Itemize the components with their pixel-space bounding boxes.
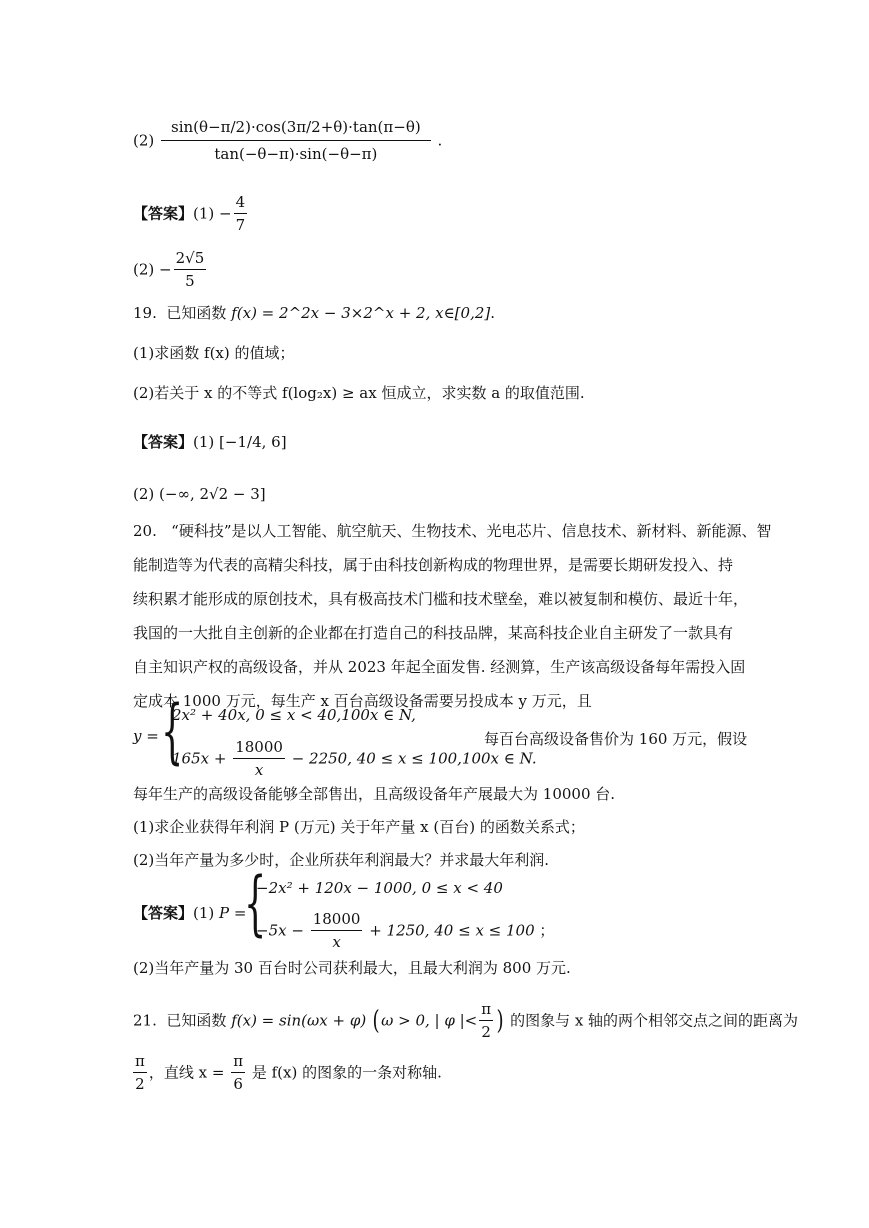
answer18-part2-sign: − [159,260,172,279]
answer18-part1-label: (1) [193,204,215,223]
answer20-piece2: −5x − $\frac{18000}{x}$ + 1250, 40 ≤ x ≤ 100 ； [256,910,555,951]
answer-tag: 【答案】 [133,433,194,451]
answer18-part2-den: 5 [185,272,195,290]
answer-tag: 【答案】 [133,204,194,223]
q20-line-4: 我国的一大批自主创新的企业都在打造自己的科技品牌，某高科技企业自主研发了一款具有 [133,624,734,642]
q20-piece2-num: 18000 [233,738,285,759]
q21-line2: $\frac{\pi}{2}$ ，直线 x = $\frac{\pi}{6}$ 是 f(x) 的图象的一条对称轴. [135,1052,442,1093]
q19-stem-prefix: 已知函数 [166,304,227,322]
answer18-part1-fraction [234,193,248,234]
q20-piece2 [172,738,537,779]
q19-stem: 19. 已知函数 f(x) = 2^2x − 3×2^x + 2, x∈[0,2]. [133,304,496,322]
q18-part2-denominator: tan(−θ−π)·sin(−θ−π) [214,145,378,163]
answer20-label: 【答案】(1) P = [133,904,247,922]
q18-part2-end: . [437,131,443,150]
q21-condition: ω > 0, | φ |< [381,1011,478,1030]
q20-brace: { [161,690,184,772]
answer20-part2: (2)当年产量为 30 百台时公司获利最大，且最大利润为 800 万元. [133,959,571,977]
q20-piece2-pre: 165x + [172,749,227,768]
answer18-part1 [133,193,249,234]
answer18-part2-label: (2) [133,260,155,279]
answer19-part2-value: (−∞, 2√2 − 3] [159,485,266,503]
q21-paren-open: ( [372,1005,380,1036]
q19-number: 19. [133,304,157,322]
q20-sub2: (2)当年产量为多少时，企业所获年利润最大？并求最大年利润. [133,851,550,869]
q21-condition-frac: $\frac{\pi}{2}$ [481,1000,492,1041]
q21-number: 21. [133,1011,157,1030]
q18-part2-numerator: sin(θ−π/2)·cos(3π/2+θ)·tan(π−θ) [161,118,431,141]
answer18-part2-num: 2√5 [174,249,207,270]
q20-line-5: 自主知识产权的高级设备，并从 2023 年起全面发售. 经测算，生产该高级设备每年需投入固 [133,658,746,676]
q21-line2-frac1: $\frac{\pi}{2}$ [135,1052,145,1093]
q20-sub1: (1)求企业获得年利润 P (万元) 关于年产量 x (百台) 的函数关系式； [133,818,585,836]
q20-line-after: 每年生产的高级设备能够全部售出，且高级设备年产展最大为 10000 台. [133,785,616,803]
answer19-part1-value: [−1/4, 6] [219,433,287,451]
q21-suffix: 的图象与 x 轴的两个相邻交点之间的距离为 [510,1011,799,1030]
q18-part2-label: (2) [133,131,155,150]
q19-sub1: (1)求函数 f(x) 的值域； [133,344,295,362]
q20-y-label: y = [133,727,159,745]
q20-line-6: 定成本 1000 万元，每生产 x 百台高级设备需要另投成本 y 万元，且 [133,692,592,710]
q18-part2-fraction [161,118,431,163]
q20-piece2-post: − 2250, 40 ≤ x ≤ 100,100x ∈ N. [291,749,537,768]
answer20-piece1: −2x² + 120x − 1000, 0 ≤ x < 40 [256,879,503,897]
q21-formula: f(x) = sin(ωx + φ) [231,1011,367,1030]
q20-number: 20. [133,522,157,540]
q20-paragraph [133,521,772,725]
q19-sub2: (2)若关于 x 的不等式 f(log₂x) ≥ ax 恒成立，求实数 a 的取值范围. [133,384,585,402]
answer19-part2 [133,484,266,504]
q20-line-2: 能制造等为代表的高精尖科技，属于由科技创新构成的物理世界，是需要长期研发投入、持 [133,556,734,574]
q20-line-1: 20. “硬科技”是以人工智能、航空航天、生物技术、光电芯片、信息技术、新材料、新能源、智 [133,522,772,540]
answer18-part2 [133,249,208,290]
q21-paren-close: ) [496,1005,504,1036]
answer20-p-eq: P = [219,904,247,922]
q18-part2 [133,118,442,163]
answer20-piece2-frac: $\frac{18000}{x}$ [312,910,361,951]
answer-tag: 【答案】 [133,904,194,922]
answer18-part1-sign: − [219,204,232,223]
q20-piece2-den: x [254,761,264,779]
q20-piece1: 2x² + 40x, 0 ≤ x < 40,100x ∈ N, [172,706,416,724]
answer19-part1 [133,432,287,452]
answer18-part2-fraction [174,249,207,290]
answer20-brace: { [244,862,267,944]
q21-line1: 21. 已知函数 f(x) = sin(ωx + φ) ( ω > 0, | φ |< $\frac{\pi}{2}$ ) 的图象与 x 轴的两个相邻交点之间的距离为 [133,1000,799,1041]
answer18-part1-den: 7 [235,216,246,234]
answer19-part1-label: (1) [193,433,215,451]
answer18-part1-num: 4 [234,193,248,214]
q19-stem-formula: f(x) = 2^2x − 3×2^x + 2, x∈[0,2] [231,304,491,322]
q20-after-piece: 每百台高级设备售价为 160 万元，假设 [484,730,748,748]
q20-piece2-frac [233,738,285,779]
q21-line2-frac2: $\frac{\pi}{6}$ [233,1052,244,1093]
q20-line-3: 续积累才能形成的原创技术，具有极高技术门槛和技术壁垒，难以被复制和模仿、最近十年， [133,590,749,608]
answer19-part2-label: (2) [133,485,155,503]
